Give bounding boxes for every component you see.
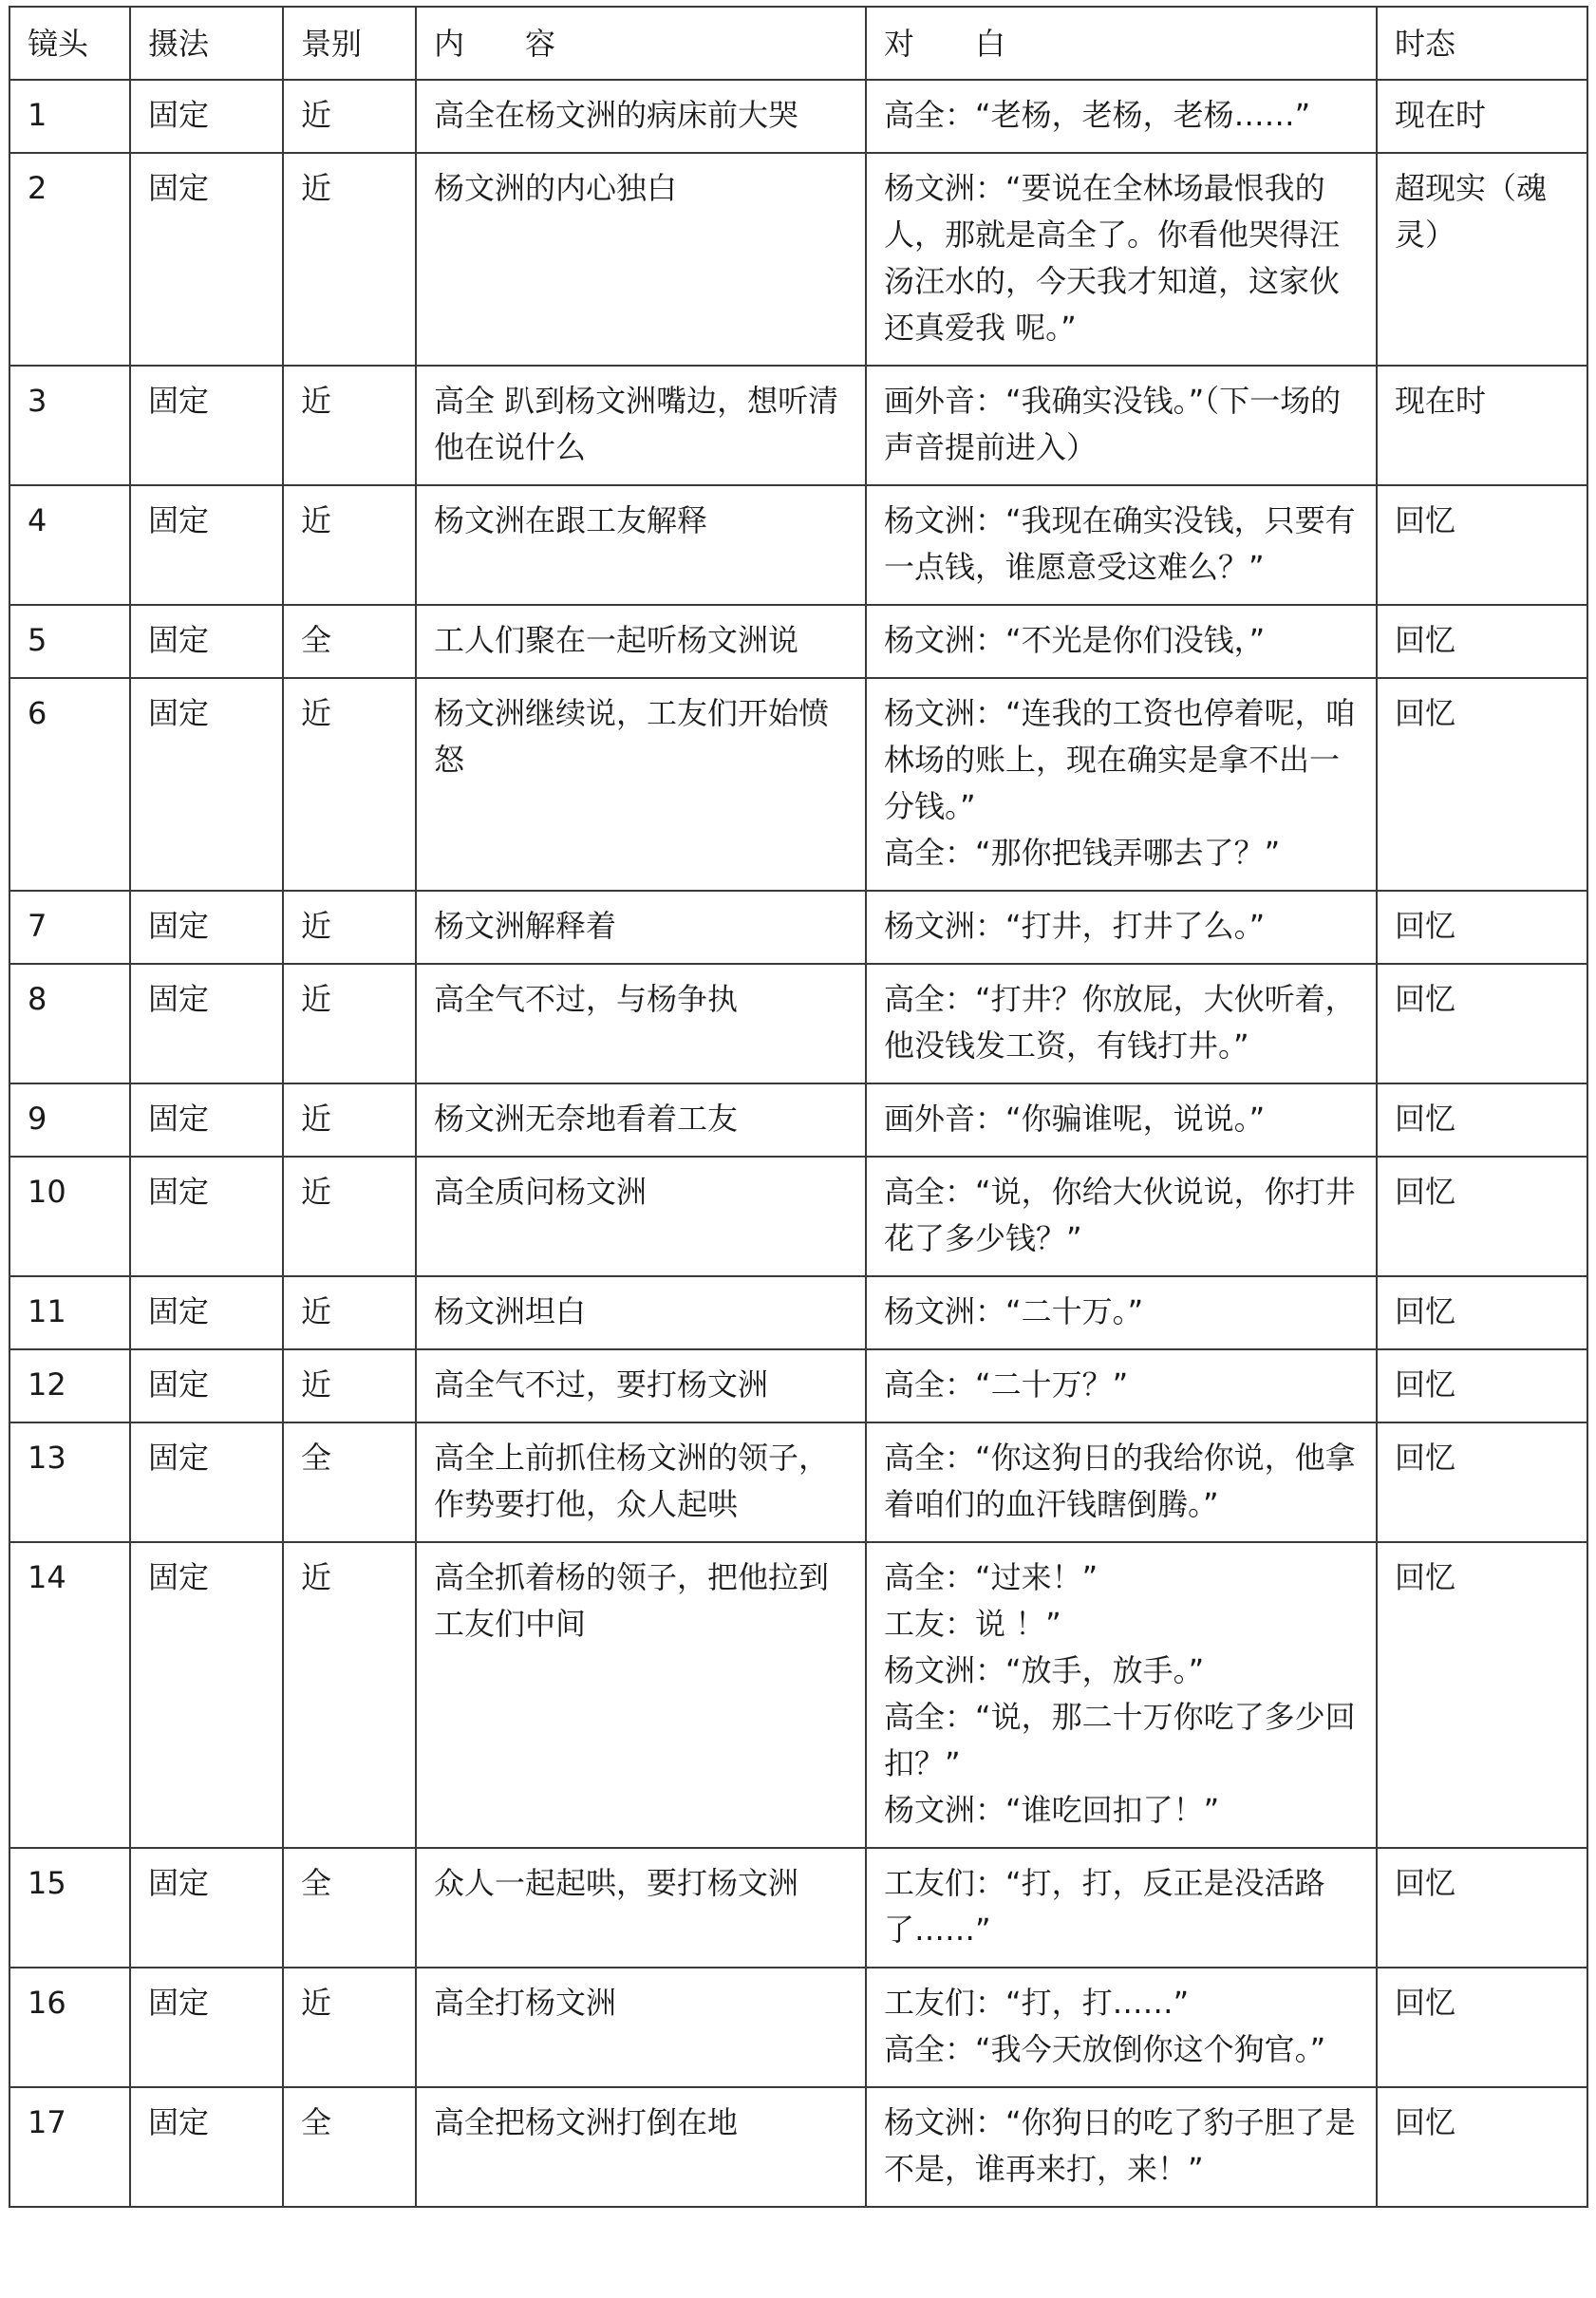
tense-cell: 回忆	[1377, 2087, 1587, 2207]
shot-number-cell: 8	[9, 964, 130, 1083]
shot-number-cell: 16	[9, 1968, 130, 2087]
dialogue-line: 杨文洲：“谁吃回扣了！”	[884, 1792, 1220, 1828]
dialogue-line: 杨文洲：“连我的工资也停着呢，咱林场的账上，现在确实是拿不出一分钱。”	[884, 695, 1356, 824]
tense-cell: 回忆	[1377, 1349, 1587, 1422]
shot-number-cell: 2	[9, 153, 130, 366]
scale-cell: 近	[283, 1542, 416, 1848]
camera-cell: 固定	[130, 678, 283, 891]
shot-number-cell: 1	[9, 80, 130, 153]
header-content: 内 容	[416, 7, 866, 80]
header-dialogue: 对 白	[866, 7, 1377, 80]
table-row	[9, 1157, 1587, 1276]
dialogue-line: 高全：“你这狗日的我给你说，他拿着咱们的血汗钱瞎倒腾。”	[884, 1440, 1356, 1522]
table-row	[9, 605, 1587, 678]
table-row	[9, 1349, 1587, 1422]
dialogue-cell	[866, 366, 1377, 485]
tense-cell: 回忆	[1377, 605, 1587, 678]
shot-number-cell: 14	[9, 1542, 130, 1848]
table-row	[9, 678, 1587, 891]
camera-cell: 固定	[130, 1422, 283, 1542]
camera-cell: 固定	[130, 153, 283, 366]
scale-cell: 近	[283, 1968, 416, 2087]
content-cell: 高全在杨文洲的病床前大哭	[416, 80, 866, 153]
table-row	[9, 1968, 1587, 2087]
table-row	[9, 1276, 1587, 1349]
table-row	[9, 891, 1587, 964]
tense-cell: 回忆	[1377, 964, 1587, 1083]
content-cell: 高全打杨文洲	[416, 1968, 866, 2087]
shot-number-cell: 10	[9, 1157, 130, 1276]
dialogue-line: 杨文洲：“不光是你们没钱，”	[884, 622, 1266, 658]
scale-cell: 近	[283, 678, 416, 891]
content-cell: 高全抓着杨的领子，把他拉到工友们中间	[416, 1542, 866, 1848]
dialogue-line: 杨文洲：“二十万。”	[884, 1293, 1144, 1329]
camera-cell: 固定	[130, 605, 283, 678]
dialogue-cell	[866, 891, 1377, 964]
camera-cell: 固定	[130, 1276, 283, 1349]
dialogue-line: 杨文洲：“放手，放手。”	[884, 1652, 1205, 1688]
camera-cell: 固定	[130, 891, 283, 964]
table-row	[9, 80, 1587, 153]
tense-cell: 回忆	[1377, 1083, 1587, 1157]
shot-number-cell: 5	[9, 605, 130, 678]
dialogue-cell	[866, 678, 1377, 891]
camera-cell: 固定	[130, 1083, 283, 1157]
content-cell: 杨文洲解释着	[416, 891, 866, 964]
camera-cell: 固定	[130, 2087, 283, 2207]
camera-cell: 固定	[130, 485, 283, 605]
table-row	[9, 366, 1587, 485]
dialogue-line: 高全：“说，那二十万你吃了多少回扣？”	[884, 1699, 1356, 1781]
content-cell: 杨文洲在跟工友解释	[416, 485, 866, 605]
dialogue-cell	[866, 964, 1377, 1083]
table-row	[9, 1422, 1587, 1542]
dialogue-cell	[866, 1349, 1377, 1422]
content-cell: 高全 趴到杨文洲嘴边，想听清他在说什么	[416, 366, 866, 485]
camera-cell: 固定	[130, 1349, 283, 1422]
dialogue-line: 高全：“过来！”	[884, 1559, 1098, 1595]
tense-cell: 现在时	[1377, 80, 1587, 153]
shot-number-cell: 17	[9, 2087, 130, 2207]
dialogue-line: 画外音：“我确实没钱。”（下一场的声音提前进入）	[884, 383, 1342, 465]
header-camera: 摄法	[130, 7, 283, 80]
camera-cell: 固定	[130, 366, 283, 485]
scale-cell: 近	[283, 1157, 416, 1276]
scale-cell: 近	[283, 964, 416, 1083]
dialogue-cell	[866, 485, 1377, 605]
shot-number-cell: 12	[9, 1349, 130, 1422]
dialogue-line: 高全：“打井？你放屁，大伙听着，他没钱发工资，有钱打井。”	[884, 981, 1356, 1064]
scale-cell: 近	[283, 1276, 416, 1349]
dialogue-line: 工友们：“打，打，反正是没活路了……”	[884, 1865, 1325, 1948]
shot-number-cell: 13	[9, 1422, 130, 1542]
camera-cell: 固定	[130, 1157, 283, 1276]
camera-cell: 固定	[130, 1542, 283, 1848]
dialogue-cell	[866, 1968, 1377, 2087]
shot-number-cell: 11	[9, 1276, 130, 1349]
header-shot: 镜头	[9, 7, 130, 80]
tense-cell: 现在时	[1377, 366, 1587, 485]
shot-number-cell: 3	[9, 366, 130, 485]
tense-cell: 回忆	[1377, 678, 1587, 891]
dialogue-cell	[866, 1422, 1377, 1542]
dialogue-line: 杨文洲：“你狗日的吃了豹子胆了是不是，谁再来打，来！”	[884, 2104, 1356, 2187]
scale-cell: 近	[283, 891, 416, 964]
dialogue-cell	[866, 1276, 1377, 1349]
dialogue-line: 高全：“说，你给大伙说说，你打井花了多少钱？”	[884, 1174, 1356, 1256]
table-row	[9, 1848, 1587, 1968]
scale-cell: 全	[283, 1422, 416, 1542]
scale-cell: 近	[283, 366, 416, 485]
table-row	[9, 485, 1587, 605]
dialogue-line: 工友：说 ！”	[884, 1606, 1061, 1642]
dialogue-line: 杨文洲：“打井，打井了么。”	[884, 908, 1266, 944]
shot-number-cell: 6	[9, 678, 130, 891]
tense-cell: 回忆	[1377, 1848, 1587, 1968]
dialogue-cell	[866, 1083, 1377, 1157]
shot-number-cell: 9	[9, 1083, 130, 1157]
header-scale: 景别	[283, 7, 416, 80]
dialogue-cell	[866, 1157, 1377, 1276]
scale-cell: 近	[283, 80, 416, 153]
shot-number-cell: 7	[9, 891, 130, 964]
header-tense: 时态	[1377, 7, 1587, 80]
dialogue-cell	[866, 1848, 1377, 1968]
content-cell: 杨文洲继续说，工友们开始愤怒	[416, 678, 866, 891]
dialogue-line: 高全：“二十万？”	[884, 1366, 1129, 1403]
content-cell: 杨文洲的内心独白	[416, 153, 866, 366]
table-row	[9, 153, 1587, 366]
dialogue-line: 画外音：“你骗谁呢，说说。”	[884, 1101, 1266, 1137]
tense-cell: 回忆	[1377, 1542, 1587, 1848]
content-cell: 高全质问杨文洲	[416, 1157, 866, 1276]
dialogue-line: 高全：“我今天放倒你这个狗官。”	[884, 2031, 1326, 2067]
dialogue-line: 高全：“那你把钱弄哪去了？”	[884, 835, 1281, 871]
shot-number-cell: 15	[9, 1848, 130, 1968]
tense-cell: 回忆	[1377, 1968, 1587, 2087]
scale-cell: 近	[283, 485, 416, 605]
tense-cell: 回忆	[1377, 1422, 1587, 1542]
scale-cell: 近	[283, 1083, 416, 1157]
table-row	[9, 2087, 1587, 2207]
dialogue-line: 杨文洲：“我现在确实没钱，只要有一点钱，谁愿意受这难么？”	[884, 502, 1356, 585]
camera-cell: 固定	[130, 1968, 283, 2087]
content-cell: 高全上前抓住杨文洲的领子，作势要打他，众人起哄	[416, 1422, 866, 1542]
camera-cell: 固定	[130, 1848, 283, 1968]
camera-cell: 固定	[130, 964, 283, 1083]
header-row	[9, 7, 1587, 80]
dialogue-line: 高全：“老杨，老杨，老杨……”	[884, 97, 1311, 133]
dialogue-cell	[866, 605, 1377, 678]
tense-cell: 回忆	[1377, 1276, 1587, 1349]
camera-cell: 固定	[130, 80, 283, 153]
dialogue-cell	[866, 1542, 1377, 1848]
scale-cell: 近	[283, 1349, 416, 1422]
tense-cell: 超现实（魂灵）	[1377, 153, 1587, 366]
scale-cell: 全	[283, 2087, 416, 2207]
tense-cell: 回忆	[1377, 891, 1587, 964]
content-cell: 杨文洲坦白	[416, 1276, 866, 1349]
table-row	[9, 964, 1587, 1083]
tense-cell: 回忆	[1377, 1157, 1587, 1276]
dialogue-cell	[866, 80, 1377, 153]
dialogue-line: 杨文洲：“要说在全林场最恨我的人，那就是高全了。你看他哭得汪汤汪水的，今天我才知道，这家伙还真爱我 呢。”	[884, 170, 1341, 346]
scale-cell: 全	[283, 605, 416, 678]
shot-list-table	[9, 6, 1588, 2208]
scale-cell: 全	[283, 1848, 416, 1968]
shot-number-cell: 4	[9, 485, 130, 605]
content-cell: 工人们聚在一起听杨文洲说	[416, 605, 866, 678]
table-row	[9, 1083, 1587, 1157]
scale-cell: 近	[283, 153, 416, 366]
table-body	[9, 80, 1587, 2207]
content-cell: 杨文洲无奈地看着工友	[416, 1083, 866, 1157]
dialogue-cell	[866, 153, 1377, 366]
dialogue-cell	[866, 2087, 1377, 2207]
tense-cell: 回忆	[1377, 485, 1587, 605]
table-row	[9, 1542, 1587, 1848]
content-cell: 高全气不过，要打杨文洲	[416, 1349, 866, 1422]
content-cell: 众人一起起哄，要打杨文洲	[416, 1848, 866, 1968]
content-cell: 高全把杨文洲打倒在地	[416, 2087, 866, 2207]
content-cell: 高全气不过，与杨争执	[416, 964, 866, 1083]
dialogue-line: 工友们：“打，打……”	[884, 1985, 1190, 2021]
